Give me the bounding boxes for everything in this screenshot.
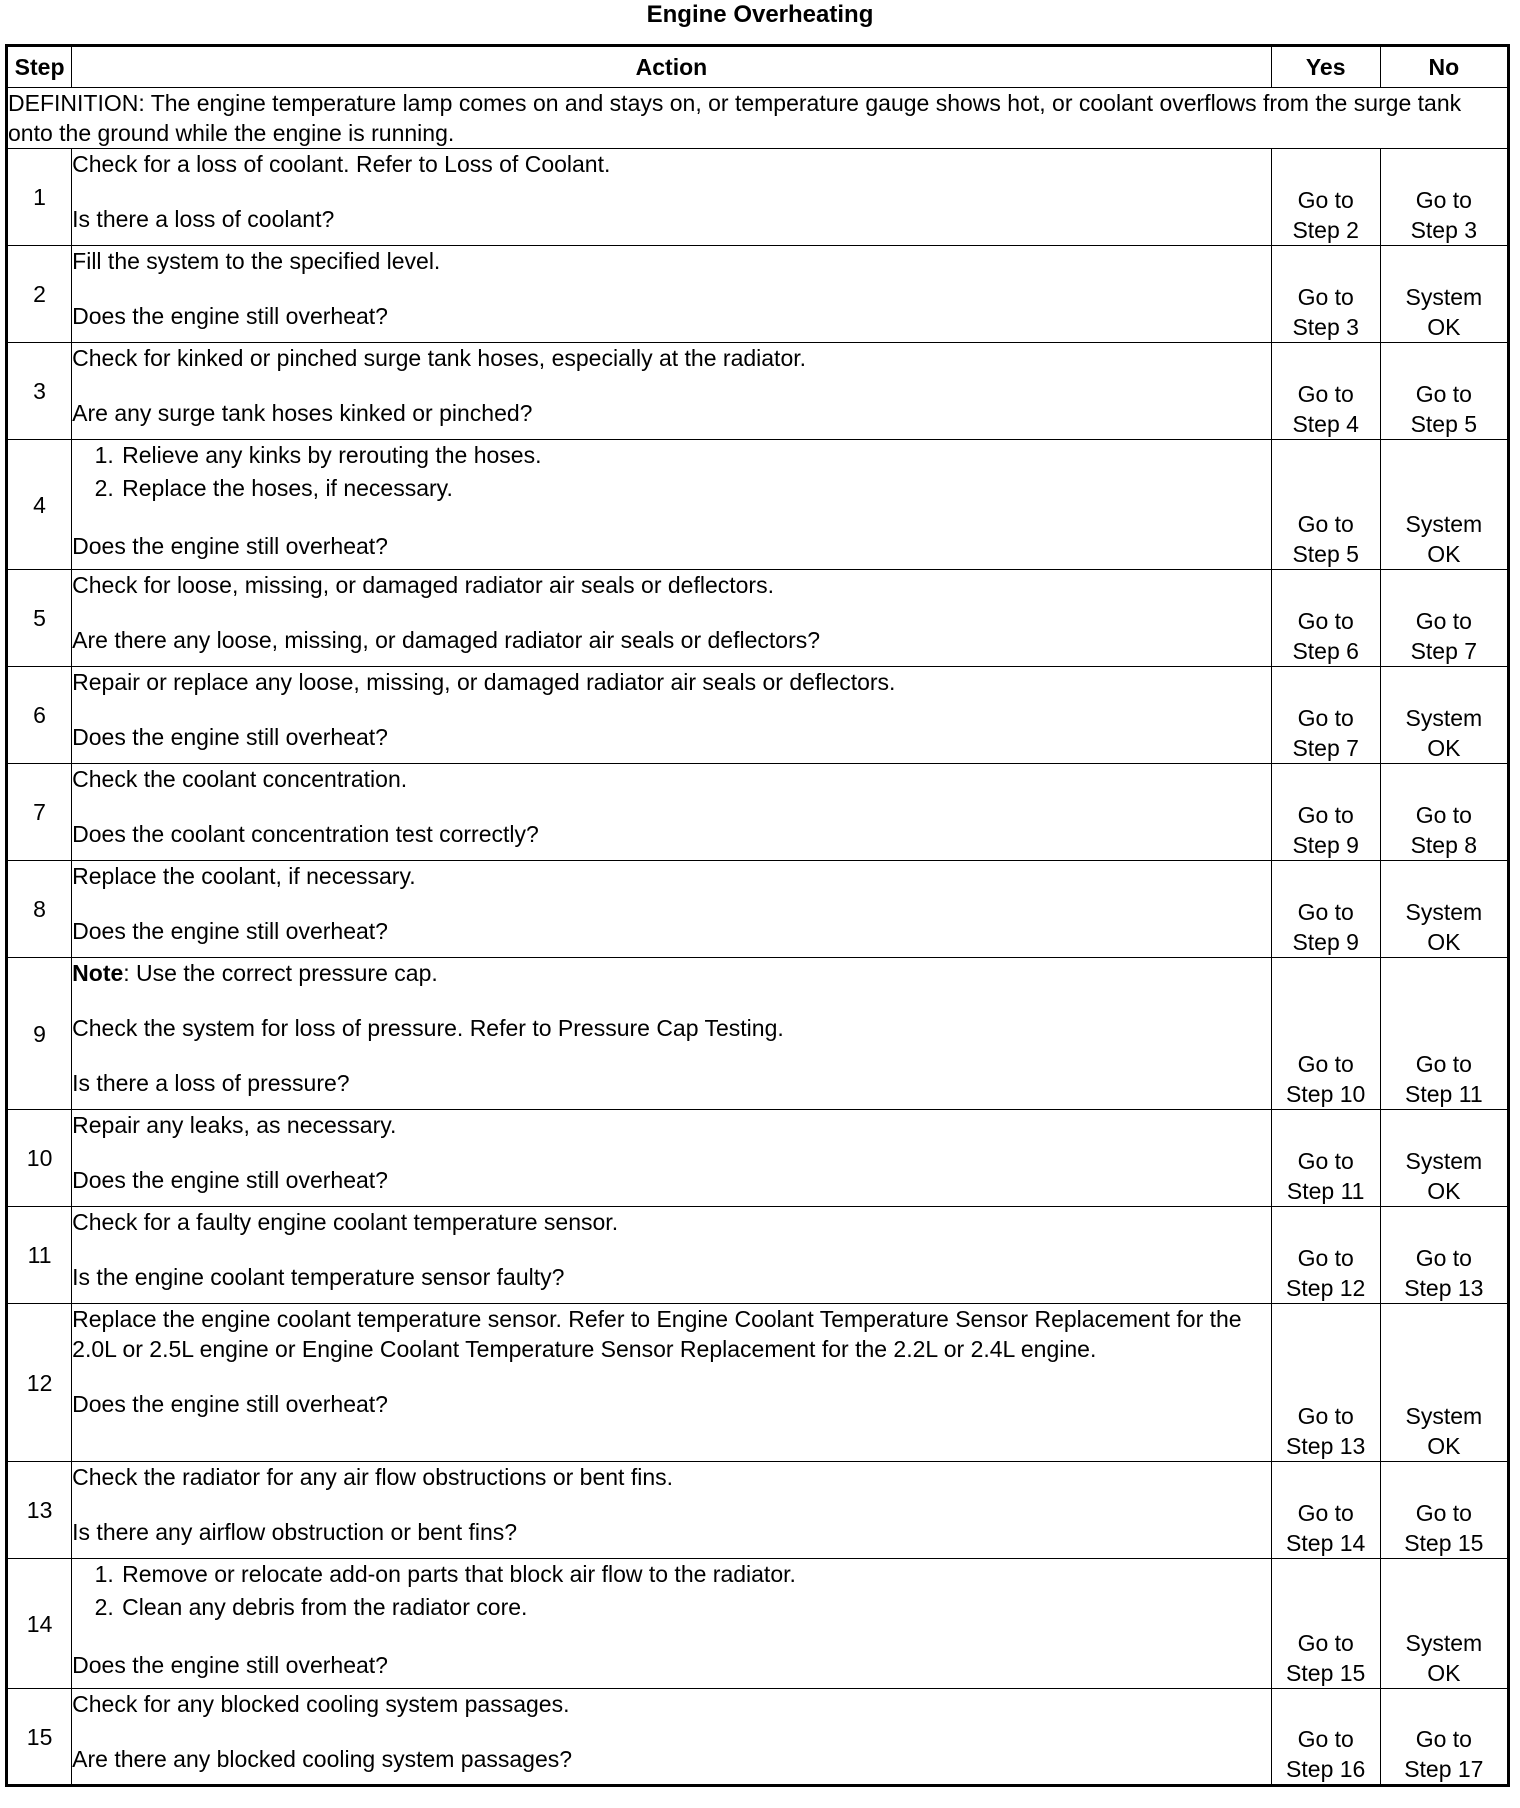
yes-result (1271, 1689, 1380, 1786)
step-number: 13 (7, 1462, 72, 1559)
instruction-text: Replace the engine coolant temperature sensor. Refer to Engine Coolant Temperature Sensor Replacement for the 2.0L or 2.5L engine or Engine Coolant Temperature Sensor Replacement for the 2.2L or 2.4L engine. (72, 1306, 1242, 1362)
header-step: Step (7, 46, 72, 88)
question-text: Does the engine still overheat? (72, 303, 388, 329)
table-row (7, 1689, 1509, 1786)
no-result (1380, 1559, 1508, 1689)
yes-result-line: Go to (1297, 1403, 1354, 1429)
yes-result-line: Step 9 (1292, 929, 1359, 955)
no-result-line: OK (1427, 1433, 1461, 1459)
no-result-line: Step 15 (1404, 1530, 1484, 1556)
no-result-line: System (1405, 1630, 1483, 1656)
question-text: Is there a loss of coolant? (72, 206, 335, 232)
spacer (72, 1237, 1271, 1262)
step-number: 14 (7, 1559, 72, 1689)
no-result-line: System (1405, 284, 1483, 310)
no-result (1380, 1462, 1508, 1559)
yes-result (1271, 246, 1380, 343)
table-row (7, 570, 1509, 667)
action-cell (72, 1207, 1272, 1304)
action-cell (72, 958, 1272, 1110)
instruction-text: Fill the system to the specified level. (72, 248, 441, 274)
list-item: 1. Relieve any kinks by rerouting the hoses. (120, 440, 1271, 470)
step-number: 11 (7, 1207, 72, 1304)
instruction-text: Check the coolant concentration. (72, 766, 408, 792)
question-text: Does the engine still overheat? (72, 1167, 388, 1193)
no-result (1380, 570, 1508, 667)
no-result (1380, 861, 1508, 958)
yes-result (1271, 958, 1380, 1110)
yes-result-line: Go to (1297, 381, 1354, 407)
question-text: Is the engine coolant temperature sensor faulty? (72, 1264, 565, 1290)
instruction-list (72, 440, 1271, 503)
question-text: Does the coolant concentration test correctly? (72, 821, 539, 847)
action-cell (72, 570, 1272, 667)
no-result (1380, 1689, 1508, 1786)
question-text: Are any surge tank hoses kinked or pinched? (72, 400, 533, 426)
note-line (72, 958, 1271, 988)
instruction-text: Check for a loss of coolant. Refer to Loss of Coolant. (72, 151, 611, 177)
no-result-line: Go to (1415, 1051, 1472, 1077)
action-cell (72, 246, 1272, 343)
yes-result (1271, 1462, 1380, 1559)
spacer (72, 600, 1271, 625)
no-result (1380, 764, 1508, 861)
spacer (72, 1492, 1271, 1517)
no-result (1380, 1304, 1508, 1462)
yes-result (1271, 667, 1380, 764)
no-result-line: Step 3 (1410, 217, 1478, 243)
instruction-text: Check the system for loss of pressure. Refer to Pressure Cap Testing. (72, 1015, 784, 1041)
no-result-line: Go to (1415, 1245, 1472, 1271)
yes-result-line: Step 2 (1292, 217, 1359, 243)
yes-result-line: Go to (1297, 511, 1354, 537)
instruction-text: Check for kinked or pinched surge tank hoses, especially at the radiator. (72, 345, 807, 371)
yes-result-line: Go to (1297, 284, 1354, 310)
step-number: 3 (7, 343, 72, 440)
no-result-line: Go to (1415, 802, 1472, 828)
list-item: 1. Remove or relocate add-on parts that block air flow to the radiator. (120, 1559, 1271, 1589)
no-result-line: Step 17 (1404, 1756, 1484, 1782)
no-result-line: OK (1427, 929, 1461, 955)
instruction-text: Replace the coolant, if necessary. (72, 863, 416, 889)
no-result-line: Step 7 (1410, 638, 1478, 664)
question-text: Are there any loose, missing, or damaged radiator air seals or deflectors? (72, 627, 821, 653)
no-result-line: Go to (1415, 1500, 1472, 1526)
question-text: Are there any blocked cooling system passages? (72, 1746, 573, 1772)
spacer (72, 179, 1271, 204)
no-result (1380, 440, 1508, 570)
table-row (7, 667, 1509, 764)
no-result (1380, 149, 1508, 246)
yes-result (1271, 1559, 1380, 1689)
yes-result-line: Step 9 (1292, 832, 1359, 858)
no-result-line: Step 13 (1404, 1275, 1484, 1301)
yes-result (1271, 149, 1380, 246)
yes-result-line: Step 7 (1292, 735, 1359, 761)
yes-result (1271, 861, 1380, 958)
yes-result-line: Step 16 (1286, 1756, 1366, 1782)
no-result-line: System (1405, 1148, 1483, 1174)
action-cell (72, 1462, 1272, 1559)
no-result (1380, 667, 1508, 764)
yes-result-line: Go to (1297, 1051, 1354, 1077)
yes-result (1271, 1110, 1380, 1207)
action-cell (72, 861, 1272, 958)
table-row (7, 1110, 1509, 1207)
yes-result-line: Go to (1297, 1726, 1354, 1752)
spacer (72, 506, 1271, 531)
no-result-line: Go to (1415, 381, 1472, 407)
yes-result-line: Go to (1297, 1500, 1354, 1526)
table-row (7, 343, 1509, 440)
step-number: 10 (7, 1110, 72, 1207)
spacer (72, 891, 1271, 916)
no-result-line: Go to (1415, 187, 1472, 213)
diagnostic-table (5, 44, 1510, 1787)
question-text: Does the engine still overheat? (72, 724, 388, 750)
no-result-line: OK (1427, 314, 1461, 340)
yes-result-line: Step 3 (1292, 314, 1359, 340)
header-yes: Yes (1271, 46, 1380, 88)
no-result-line: Step 8 (1410, 832, 1478, 858)
question-text: Does the engine still overheat? (72, 1652, 388, 1678)
spacer (72, 1625, 1271, 1650)
yes-result-line: Go to (1297, 1245, 1354, 1271)
yes-result-line: Go to (1297, 1630, 1354, 1656)
list-item: 2. Clean any debris from the radiator core. (120, 1592, 1271, 1622)
table-row (7, 246, 1509, 343)
action-cell (72, 1559, 1272, 1689)
no-result (1380, 958, 1508, 1110)
yes-result-line: Go to (1297, 608, 1354, 634)
yes-result-line: Step 12 (1286, 1275, 1366, 1301)
no-result (1380, 343, 1508, 440)
step-number: 7 (7, 764, 72, 861)
definition-row (7, 88, 1509, 149)
no-result-line: Go to (1415, 608, 1472, 634)
no-result-line: OK (1427, 735, 1461, 761)
instruction-text: Check for any blocked cooling system passages. (72, 1691, 570, 1717)
spacer (72, 1719, 1271, 1744)
step-number: 12 (7, 1304, 72, 1462)
spacer (72, 1043, 1271, 1068)
action-cell (72, 343, 1272, 440)
action-cell (72, 1110, 1272, 1207)
step-number: 2 (7, 246, 72, 343)
question-text: Does the engine still overheat? (72, 918, 388, 944)
table-row (7, 958, 1509, 1110)
yes-result-line: Go to (1297, 187, 1354, 213)
no-result-line: Step 5 (1410, 411, 1478, 437)
question-text: Does the engine still overheat? (72, 1391, 388, 1417)
yes-result-line: Go to (1297, 899, 1354, 925)
action-cell (72, 1689, 1272, 1786)
yes-result-line: Step 14 (1286, 1530, 1366, 1556)
spacer (72, 988, 1271, 1013)
yes-result (1271, 1304, 1380, 1462)
table-row (7, 1559, 1509, 1689)
step-number: 6 (7, 667, 72, 764)
action-cell (72, 764, 1272, 861)
no-result-line: System (1405, 899, 1483, 925)
header-action: Action (72, 46, 1272, 88)
step-number: 9 (7, 958, 72, 1110)
no-result-line: System (1405, 1403, 1483, 1429)
no-result-line: Go to (1415, 1726, 1472, 1752)
question-text: Is there a loss of pressure? (72, 1070, 350, 1096)
instruction-text: Check the radiator for any air flow obstructions or bent fins. (72, 1464, 673, 1490)
yes-result-line: Step 6 (1292, 638, 1359, 664)
note-text: : Use the correct pressure cap. (123, 960, 438, 986)
no-result-line: System (1405, 705, 1483, 731)
question-text: Is there any airflow obstruction or bent fins? (72, 1519, 518, 1545)
action-cell (72, 440, 1272, 570)
no-result-line: System (1405, 511, 1483, 537)
no-result (1380, 1110, 1508, 1207)
instruction-text: Check for loose, missing, or damaged radiator air seals or deflectors. (72, 572, 774, 598)
table-row (7, 1462, 1509, 1559)
header-no: No (1380, 46, 1508, 88)
no-result-line: Step 11 (1405, 1081, 1483, 1107)
yes-result (1271, 764, 1380, 861)
step-number: 15 (7, 1689, 72, 1786)
no-result (1380, 1207, 1508, 1304)
table-row (7, 149, 1509, 246)
step-number: 4 (7, 440, 72, 570)
no-result (1380, 246, 1508, 343)
header-row (7, 46, 1509, 88)
no-result-line: OK (1427, 1660, 1461, 1686)
instruction-list (72, 1559, 1271, 1622)
yes-result-line: Step 10 (1286, 1081, 1366, 1107)
table-row (7, 1207, 1509, 1304)
yes-result-line: Step 4 (1292, 411, 1359, 437)
action-cell (72, 1304, 1272, 1462)
yes-result (1271, 440, 1380, 570)
yes-result (1271, 1207, 1380, 1304)
table-row (7, 861, 1509, 958)
instruction-text: Repair any leaks, as necessary. (72, 1112, 397, 1138)
note-label: Note (72, 960, 124, 986)
no-result-line: OK (1427, 541, 1461, 567)
action-cell (72, 667, 1272, 764)
instruction-text: Check for a faulty engine coolant temperature sensor. (72, 1209, 619, 1235)
spacer (72, 373, 1271, 398)
yes-result-line: Step 5 (1292, 541, 1359, 567)
yes-result-line: Go to (1297, 1148, 1354, 1174)
definition-text: DEFINITION: The engine temperature lamp comes on and stays on, or temperature gauge shows hot, or coolant overflows from the surge tank onto the ground while the engine is running. (7, 88, 1509, 149)
yes-result-line: Go to (1297, 802, 1354, 828)
spacer (72, 1140, 1271, 1165)
spacer (72, 794, 1271, 819)
table-title: Engine Overheating (646, 1, 874, 28)
yes-result (1271, 343, 1380, 440)
table-row (7, 764, 1509, 861)
step-number: 1 (7, 149, 72, 246)
step-number: 8 (7, 861, 72, 958)
instruction-text: Repair or replace any loose, missing, or damaged radiator air seals or deflectors. (72, 669, 896, 695)
yes-result-line: Step 15 (1286, 1660, 1366, 1686)
question-text: Does the engine still overheat? (72, 533, 388, 559)
list-item: 2. Replace the hoses, if necessary. (120, 473, 1271, 503)
no-result-line: OK (1427, 1178, 1461, 1204)
table-row (7, 440, 1509, 570)
table-row (7, 1304, 1509, 1462)
yes-result-line: Step 11 (1286, 1178, 1365, 1204)
spacer (72, 276, 1271, 301)
yes-result-line: Go to (1297, 705, 1354, 731)
step-number: 5 (7, 570, 72, 667)
yes-result (1271, 570, 1380, 667)
spacer (72, 1364, 1271, 1389)
yes-result-line: Step 13 (1286, 1433, 1366, 1459)
spacer (72, 697, 1271, 722)
action-cell (72, 149, 1272, 246)
